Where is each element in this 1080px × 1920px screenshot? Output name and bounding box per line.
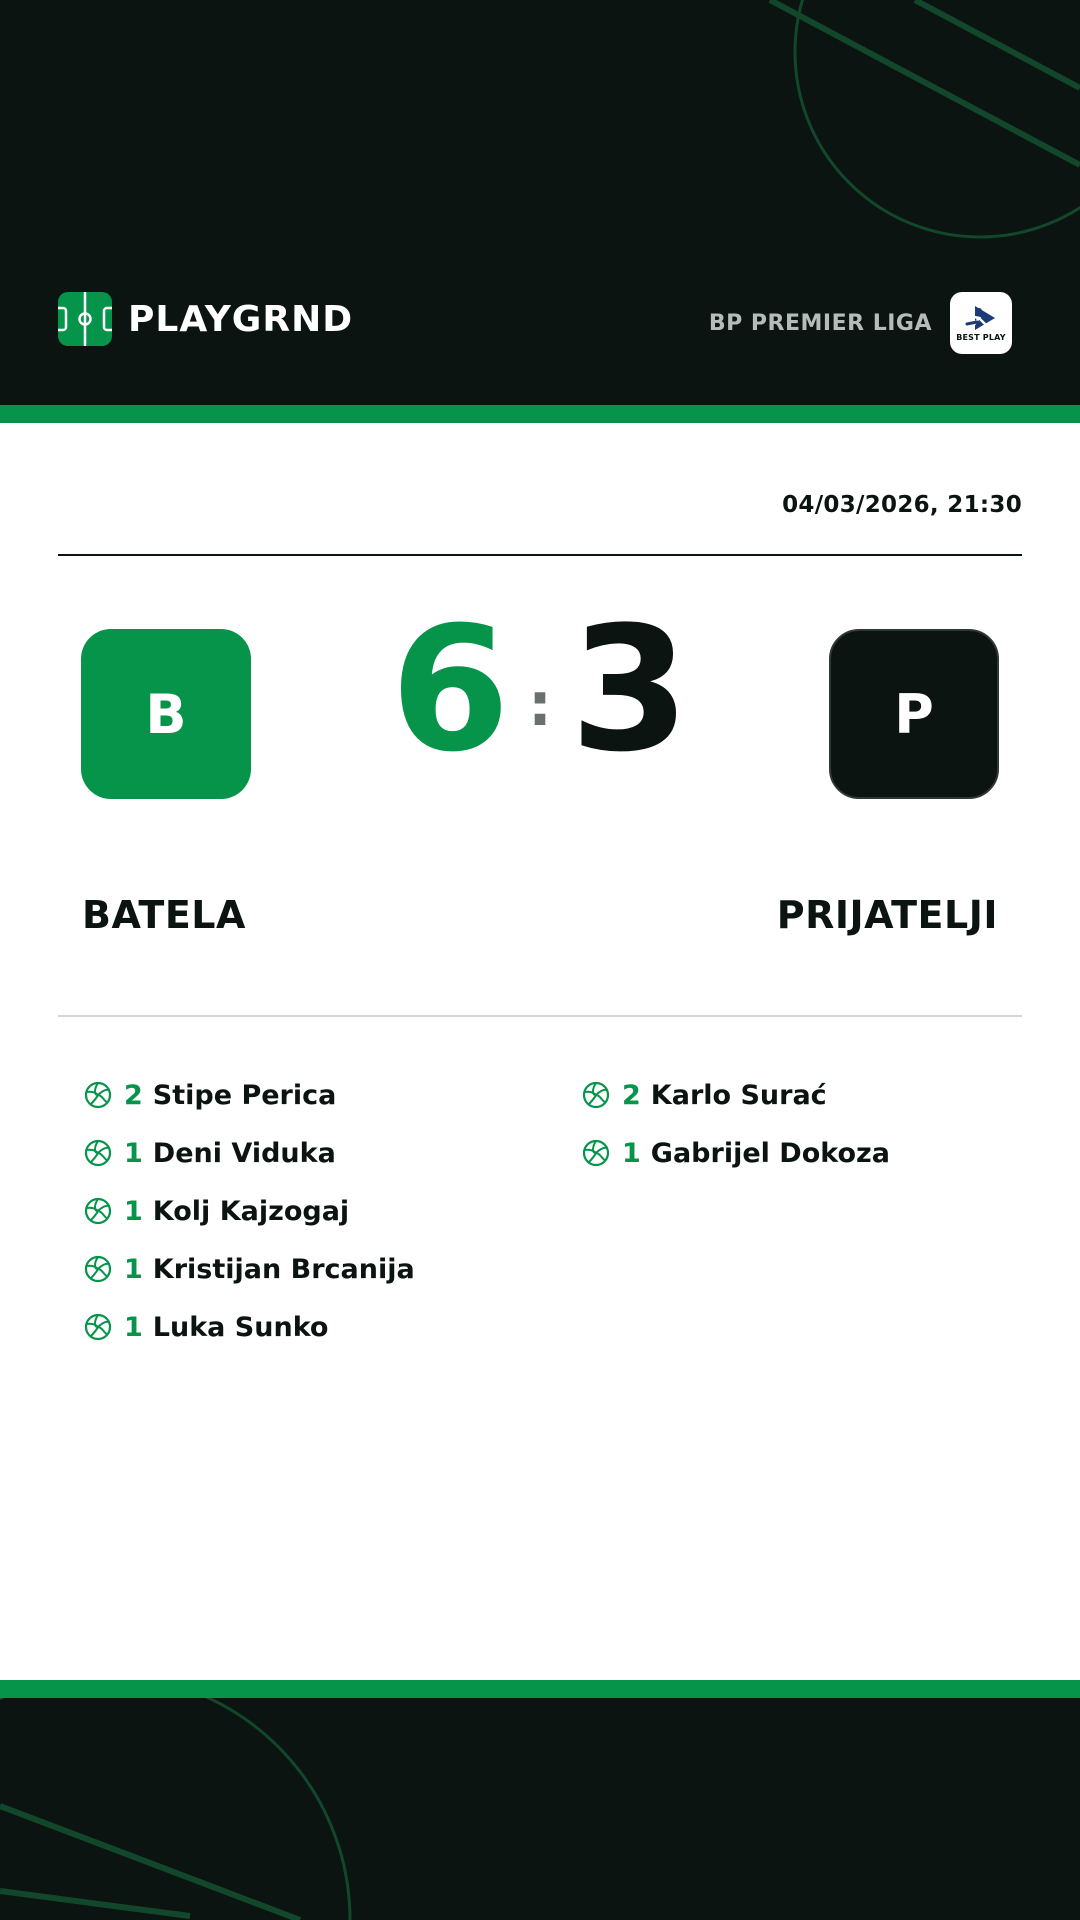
player-name: Gabrijel Dokoza [650, 1137, 890, 1169]
home-team-initial: B [145, 682, 187, 746]
home-score: 6 [390, 589, 510, 790]
home-team-crest [81, 629, 251, 799]
away-scorers-list [582, 1066, 890, 1182]
home-team-name: BATELA [82, 893, 246, 937]
scorer-row [84, 1182, 415, 1240]
home-scorers-list [84, 1066, 415, 1356]
header-panel [0, 0, 1080, 405]
ball-icon [84, 1313, 112, 1341]
league-logo-text: BEST PLAY [956, 333, 1006, 342]
player-name: Luka Sunko [152, 1311, 329, 1343]
accent-bar-bottom [0, 1680, 1080, 1698]
divider [58, 554, 1022, 556]
scorer-row [582, 1066, 890, 1124]
player-name: Deni Viduka [152, 1137, 336, 1169]
player-kick-icon [961, 304, 1001, 332]
footer-panel [0, 1698, 1080, 1920]
goal-count: 1 [124, 1137, 143, 1169]
scorer-row [84, 1124, 415, 1182]
pitch-icon [58, 292, 112, 346]
brand [58, 292, 353, 346]
goal-count: 1 [622, 1137, 641, 1169]
away-team-name: PRIJATELJI [776, 893, 998, 937]
scorer-row [84, 1066, 415, 1124]
ball-icon [84, 1197, 112, 1225]
score-separator: : [528, 670, 552, 740]
scoreboard [340, 589, 740, 790]
league [709, 292, 1012, 354]
league-name: BP PREMIER LIGA [708, 310, 932, 336]
scorer-row [84, 1298, 415, 1356]
goal-count: 1 [124, 1195, 143, 1227]
goal-count: 1 [124, 1253, 143, 1285]
ball-icon [84, 1255, 112, 1283]
ball-icon [84, 1139, 112, 1167]
match-datetime: 04/03/2026, 21:30 [782, 492, 1022, 518]
league-logo [950, 292, 1012, 354]
scorer-row [582, 1124, 890, 1182]
goal-count: 2 [124, 1079, 143, 1111]
pitch-lines-decoration [0, 1698, 1080, 1920]
away-team-initial: P [894, 682, 934, 746]
player-name: Kristijan Brcanija [152, 1253, 415, 1285]
accent-bar-top [0, 405, 1080, 423]
player-name: Karlo Surać [650, 1079, 827, 1111]
divider [58, 1015, 1022, 1017]
scorer-row [84, 1240, 415, 1298]
player-name: Stipe Perica [152, 1079, 337, 1111]
away-score: 3 [570, 589, 690, 790]
ball-icon [84, 1081, 112, 1109]
goal-count: 2 [622, 1079, 641, 1111]
player-name: Kolj Kajzogaj [152, 1195, 350, 1227]
ball-icon [582, 1139, 610, 1167]
goal-count: 1 [124, 1311, 143, 1343]
ball-icon [582, 1081, 610, 1109]
brand-name: PLAYGRND [128, 298, 354, 340]
away-team-crest [829, 629, 999, 799]
